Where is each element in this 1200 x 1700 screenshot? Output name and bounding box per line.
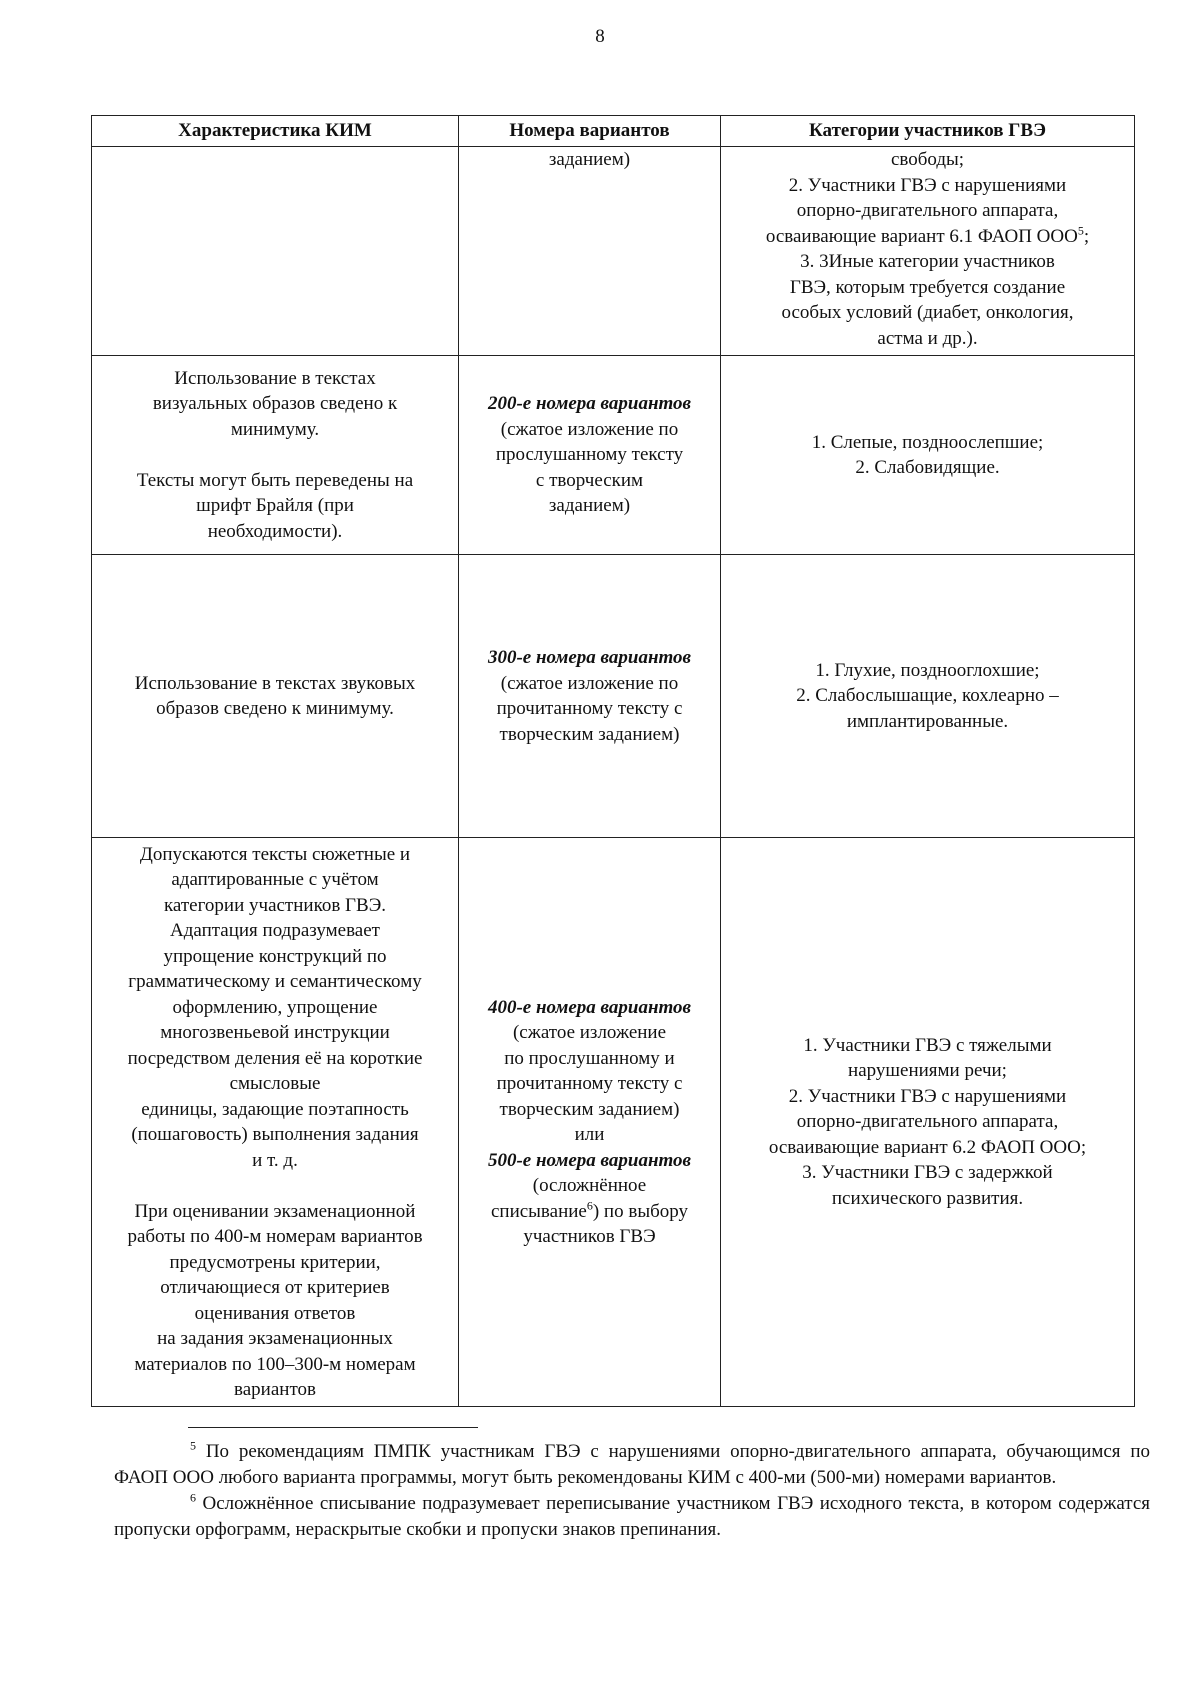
table-row xyxy=(92,356,1135,555)
page-number: 8 xyxy=(595,26,605,47)
header-participant-categories: Категории участников ГВЭ xyxy=(721,116,1135,147)
cell-line: имплантированные. xyxy=(846,710,1009,732)
cell-line: оформлению, упрощение xyxy=(172,996,378,1018)
cell-line: образов сведено к минимуму. xyxy=(156,698,394,719)
cell-variants xyxy=(459,555,721,838)
footnote-mark: 5 xyxy=(190,1438,196,1453)
cell-line: категории участников ГВЭ. xyxy=(163,894,387,916)
cell-categories xyxy=(721,356,1135,555)
cell-line: участников ГВЭ xyxy=(523,1226,656,1247)
footnote-separator xyxy=(188,1427,478,1428)
variant-title: 500-е номера вариантов xyxy=(487,1149,692,1171)
cell-line: ГВЭ, которым требуется создание xyxy=(789,276,1066,298)
cell-line: упрощение конструкций по xyxy=(163,945,387,967)
variant-title: 200-е номера вариантов xyxy=(487,393,692,415)
cell-line: Тексты могут быть переведены на xyxy=(136,469,414,491)
cell-line: или xyxy=(574,1124,605,1145)
kim-table xyxy=(91,115,1135,1407)
cell-line: на задания экзаменационных xyxy=(157,1328,393,1349)
cell-line: (пошаговость) выполнения задания xyxy=(131,1124,419,1145)
cell-line: 1. Глухие, позднооглохшие; xyxy=(815,659,1040,681)
cell-line: осваивающие вариант 6.2 ФАОП ООО; xyxy=(768,1136,1087,1158)
blank-line xyxy=(96,442,454,468)
cell-line: минимуму. xyxy=(230,418,320,440)
cell-line: опорно-двигательного аппарата, xyxy=(796,1111,1059,1133)
cell-line: астма и др.). xyxy=(877,327,978,349)
cell-line: вариантов xyxy=(234,1379,316,1400)
cell-variants xyxy=(459,838,721,1407)
table-row xyxy=(92,838,1135,1407)
cell-line: осваивающие вариант 6.1 ФАОП ООО$^5$; xyxy=(765,223,1090,247)
footnote-ref: 6 xyxy=(586,1198,593,1213)
table-header-row xyxy=(92,116,1135,147)
footnote xyxy=(114,1491,1150,1543)
cell-categories xyxy=(721,555,1135,838)
cell-characteristics xyxy=(92,555,459,838)
table-row xyxy=(92,147,1135,356)
footnote-text: Осложнённое списывание подразумевает переписывание участником ГВЭ исходного текста, в котором содержатся пропуски орфограмм, нераскрытые скобки и пропуски знаков препинания. xyxy=(114,1493,1151,1540)
cell-line: прочитанному тексту с xyxy=(496,1073,683,1094)
cell-line: шрифт Брайля (при xyxy=(196,495,354,517)
cell-line: многозвеньевой инструкции xyxy=(160,1022,390,1043)
cell-line: Использование в текстах xyxy=(174,367,376,389)
cell-line: прочитанному тексту с xyxy=(496,698,683,719)
footnotes xyxy=(114,1439,1150,1543)
footnote-mark: 6 xyxy=(190,1490,196,1505)
cell-characteristics xyxy=(92,147,459,356)
cell-line: творческим заданием) xyxy=(499,1098,680,1120)
footnote-text: По рекомендациям ПМПК участникам ГВЭ с нарушениями опорно-двигательного аппарата, обучающимся по ФАОП ООО любого варианта программы, могут быть рекомендованы КИМ с 400-ми (500-ми) номерами вариантов. xyxy=(114,1441,1151,1488)
cell-line: визуальных образов сведено к xyxy=(152,393,398,415)
cell-line: работы по 400-м номерам вариантов xyxy=(127,1226,423,1247)
cell-line: При оценивании экзаменационной xyxy=(134,1200,416,1222)
cell-line: психического развития. xyxy=(831,1187,1024,1209)
cell-variants xyxy=(459,356,721,555)
cell-line: Допускаются тексты сюжетные и xyxy=(139,843,411,865)
cell-line: творческим заданием) xyxy=(499,723,680,745)
cell-line: Использование в текстах звуковых xyxy=(134,672,416,694)
cell-line: единицы, задающие поэтапность xyxy=(141,1098,409,1120)
cell-variants xyxy=(459,147,721,356)
cell-line: и т. д. xyxy=(252,1149,298,1171)
cell-line: 2. Слабовидящие. xyxy=(855,457,1000,478)
header-kim-characteristics: Характеристика КИМ xyxy=(92,116,459,147)
cell-line: предусмотрены критерии, xyxy=(169,1251,381,1273)
cell-line: 3. Участники ГВЭ с задержкой xyxy=(802,1162,1053,1184)
cell-categories xyxy=(721,838,1135,1407)
cell-line: материалов по 100–300-м номерам xyxy=(134,1353,416,1375)
variant-title: 300-е номера вариантов xyxy=(487,647,692,668)
cell-line: прослушанному тексту xyxy=(495,444,684,466)
cell-line: адаптированные с учётом xyxy=(171,869,379,890)
cell-line: (сжатое изложение по xyxy=(500,672,679,694)
header-variant-numbers: Номера вариантов xyxy=(459,116,721,147)
cell-line: смысловые xyxy=(229,1073,321,1094)
cell-line: посредством деления её на короткие xyxy=(127,1047,423,1069)
cell-line: по прослушанному и xyxy=(504,1047,675,1069)
cell-line: опорно-двигательного аппарата, xyxy=(796,200,1059,221)
cell-line: особых условий (диабет, онкология, xyxy=(781,302,1074,323)
cell-line: (осложнённое xyxy=(532,1175,647,1196)
footnote-ref: 5 xyxy=(1077,223,1084,238)
cell-line: заданием) xyxy=(548,495,631,517)
cell-line: (сжатое изложение по xyxy=(500,418,679,440)
cell-line: отличающиеся от критериев xyxy=(160,1277,390,1298)
cell-line: 1. Слепые, поздноослепшие; xyxy=(811,431,1044,453)
cell-characteristics xyxy=(92,356,459,555)
cell-line: 1. Участники ГВЭ с тяжелыми xyxy=(803,1034,1052,1056)
cell-categories xyxy=(721,147,1135,356)
cell-line: грамматическому и семантическому xyxy=(128,971,422,992)
blank-line xyxy=(96,1173,454,1199)
cell-characteristics xyxy=(92,838,459,1407)
cell-line: оценивания ответов xyxy=(194,1302,356,1324)
cell-line: 2. Участники ГВЭ с нарушениями xyxy=(788,174,1067,196)
cell-line: необходимости). xyxy=(207,520,343,542)
cell-line: нарушениями речи; xyxy=(848,1060,1007,1082)
cell-line: заданием) xyxy=(548,149,631,170)
variant-title: 400-е номера вариантов xyxy=(487,996,692,1018)
footnote xyxy=(114,1439,1150,1491)
cell-line: 3. 3Иные категории участников xyxy=(800,251,1055,272)
cell-line: (сжатое изложение xyxy=(512,1022,667,1043)
cell-line: 2. Участники ГВЭ с нарушениями xyxy=(788,1085,1067,1107)
cell-line: 2. Слабослышащие, кохлеарно – xyxy=(796,685,1059,707)
cell-line: Адаптация подразумевает xyxy=(170,920,380,941)
table-row xyxy=(92,555,1135,838)
cell-line: с творческим xyxy=(535,469,644,491)
cell-line: свободы; xyxy=(890,149,965,170)
cell-line: списывание$^6$) по выбору xyxy=(490,1198,689,1222)
